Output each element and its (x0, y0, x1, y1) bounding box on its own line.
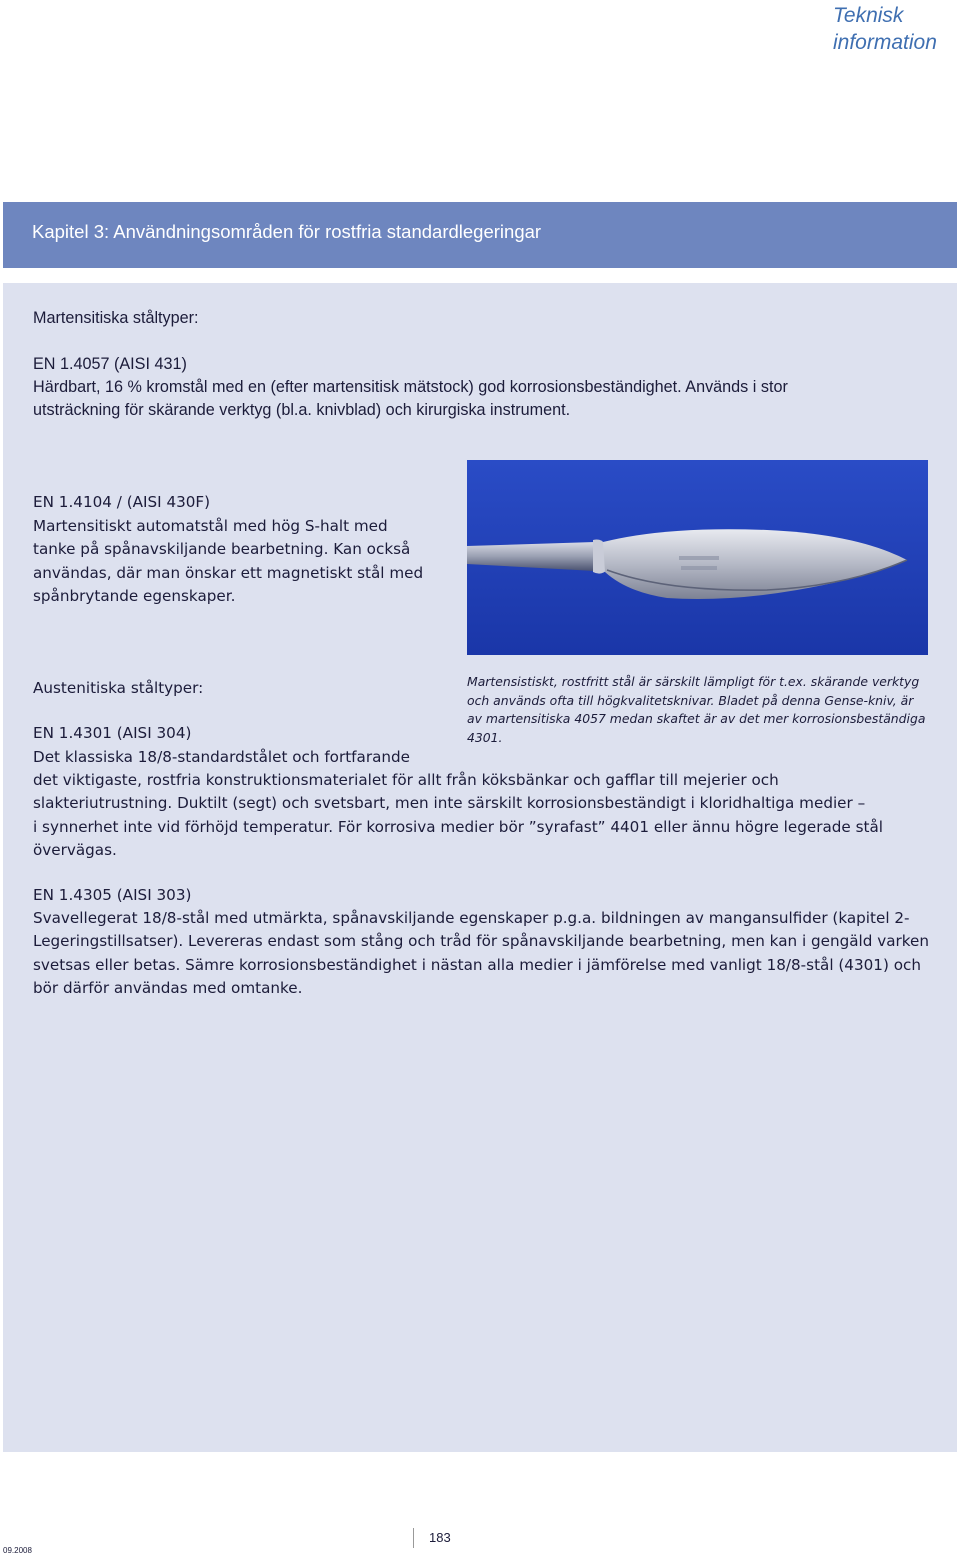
grade-4301-text-line: slakteriutrustning. Duktilt (segt) och svetsbart, men inte särskilt korrosionsbeständigt i kloridhaltiga medier – (33, 794, 866, 812)
grade-4301-text-line: Det klassiska 18/8-standardstålet och fortfarande (33, 748, 410, 766)
footer-divider (413, 1528, 414, 1548)
grade-4104-title: EN 1.4104 / (AISI 430F) (33, 493, 211, 511)
knife-illustration (467, 460, 928, 655)
grade-4104-text-line: användas, där man önskar ett magnetiskt stål med (33, 564, 424, 582)
photo-caption (467, 673, 937, 747)
grade-4301-text-line: i synnerhet inte vid förhöjd temperatur. För korrosiva medier bör ”syrafast” 4401 eller ännu högre legerade stål (33, 818, 883, 836)
grade-4305-text-line: Legeringstillsatser). Levereras endast som stång och tråd för spånavskiljande bearbetning, men kan i gengäld varken (33, 932, 930, 950)
grade-4057-text-line: Härdbart, 16 % kromstål med en (efter martensitisk mätstock) god korrosionsbeständighet. Används i stor (33, 378, 788, 396)
section-title-line2: information (833, 31, 937, 54)
chapter-title: Kapitel 3: Användningsområden för rostfria standardlegeringar (32, 221, 542, 242)
caption-line: 4301. (467, 729, 503, 745)
grade-4305-title: EN 1.4305 (AISI 303) (33, 886, 192, 904)
section-title (833, 2, 958, 56)
caption-line: Martensistiskt, rostfritt stål är särskilt lämpligt för t.ex. skärande verktyg (467, 674, 920, 689)
martensitic-heading: Martensitiska ståltyper: (33, 309, 199, 327)
grade-4305-text-line: svetsas eller betas. Sämre korrosionsbeständighet i nästan alla medier i jämförelse med vanligt 18/8-stål (4301) och (33, 956, 921, 974)
grade-4057-text-line: utsträckning för skärande verktyg (bl.a. knivblad) och kirurgiska instrument. (33, 401, 571, 419)
print-date: 09.2008 (3, 1546, 32, 1555)
grade-4301-text-line: det viktigaste, rostfria konstruktionsmaterialet för allt från köksbänkar och gafflar till mejerier och (33, 771, 779, 789)
grade-4104-text-line: spånbrytande egenskaper. (33, 587, 236, 605)
caption-line: av martensitiska 4057 medan skaftet är av det mer korrosionsbeständiga (467, 711, 926, 726)
chapter-header-bar (3, 202, 957, 268)
grade-4104-text-line: tanke på spånavskiljande bearbetning. Kan också (33, 540, 411, 558)
knife-photo (467, 460, 928, 655)
section-title-line1: Teknisk (833, 4, 904, 27)
grade-4305-text-line: Svavellegerat 18/8-stål med utmärkta, spånavskiljande egenskaper p.g.a. bildningen av mangansulfider (kapitel 2- (33, 909, 910, 927)
grade-4305-text-line: bör därför användas med omtanke. (33, 979, 303, 997)
grade-4104-text-line: Martensitiskt automatstål med hög S-halt med (33, 517, 388, 535)
grade-4057-title: EN 1.4057 (AISI 431) (33, 355, 187, 373)
caption-line: och används ofta till högkvalitetsknivar. Bladet på denna Gense-kniv, är (467, 692, 914, 708)
grade-4301-title: EN 1.4301 (AISI 304) (33, 724, 192, 742)
austenitic-heading: Austenitiska ståltyper: (33, 679, 204, 697)
page-number: 183 (429, 1530, 451, 1545)
grade-4301-text-line: övervägas. (33, 841, 117, 859)
content-panel (3, 283, 957, 1452)
